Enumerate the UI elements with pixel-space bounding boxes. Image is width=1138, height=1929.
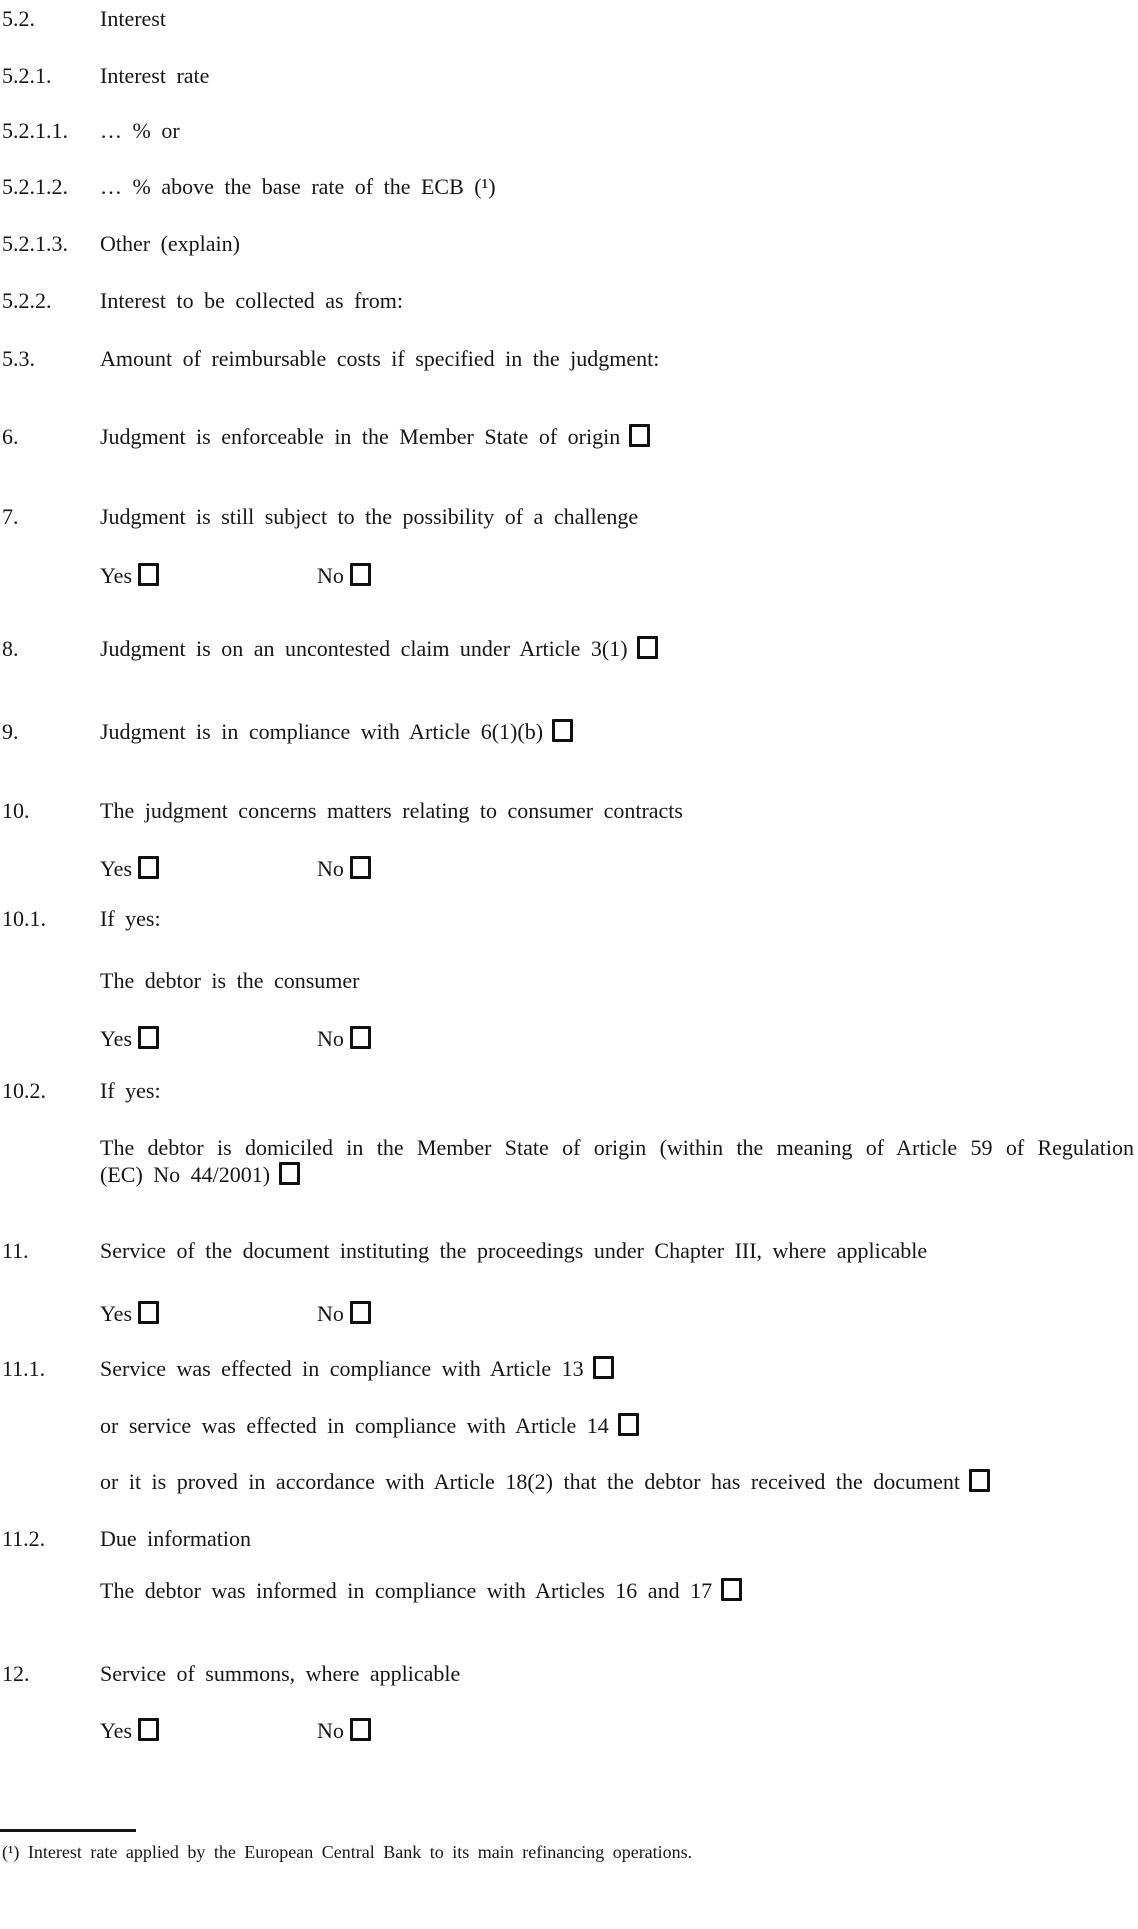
item-10-2-label: If yes: (100, 1078, 161, 1103)
item-11-1 (2, 1355, 1134, 1382)
item-10-no-label: No (317, 856, 344, 881)
item-10 (2, 797, 1134, 824)
item-7-no-label: No (317, 563, 344, 588)
item-9-checkbox[interactable] (552, 719, 573, 742)
item-5-2-2-label: Interest to be collected as from: (100, 288, 403, 313)
item-11-label: Service of the document instituting the proceedings under Chapter III, where applicable (100, 1238, 928, 1263)
item-11-yesno-row (100, 1300, 1134, 1327)
item-10-1-consumer (100, 967, 1134, 994)
item-6-number: 6. (2, 424, 19, 449)
item-5-2-1-2-number: 5.2.1.2. (2, 174, 68, 199)
item-10-2-domiciled (100, 1134, 1134, 1188)
item-11-yes-label: Yes (100, 1301, 133, 1326)
item-10-1-consumer-label: The debtor is the consumer (100, 968, 360, 993)
item-5-2-1-3-label: Other (explain) (100, 231, 240, 256)
item-5-2-2-number: 5.2.2. (2, 288, 52, 313)
item-12-number: 12. (2, 1661, 30, 1686)
item-11-1-number: 11.1. (2, 1356, 46, 1381)
item-11-no-checkbox[interactable] (350, 1301, 371, 1324)
item-5-2-1-3 (2, 230, 1134, 257)
item-5-3 (2, 345, 1134, 372)
item-10-no-group (317, 855, 371, 882)
item-11-1-article14-checkbox[interactable] (618, 1413, 639, 1436)
item-11-no-label: No (317, 1301, 344, 1326)
footnote-divider (0, 1829, 136, 1832)
item-10-no-checkbox[interactable] (350, 856, 371, 879)
item-11-yes-checkbox[interactable] (138, 1301, 159, 1324)
item-10-number: 10. (2, 798, 30, 823)
item-7-yes-checkbox[interactable] (138, 563, 159, 586)
item-12-label: Service of summons, where applicable (100, 1661, 461, 1686)
item-12-no-group (317, 1717, 371, 1744)
item-10-2-domiciled-label: The debtor is domiciled in the Member State of origin (within the meaning of Article 59 of Regulation (EC) No 44/2001) (100, 1135, 1134, 1187)
item-11-2-informed (100, 1577, 1134, 1604)
item-11-no-group (317, 1300, 371, 1327)
item-7-no-checkbox[interactable] (350, 563, 371, 586)
item-5-2-1-2-label: … % above the base rate of the ECB (¹) (100, 174, 496, 199)
item-10-label: The judgment concerns matters relating to consumer contracts (100, 798, 683, 823)
item-6-checkbox[interactable] (629, 424, 650, 447)
item-10-yesno-row (100, 855, 1134, 882)
item-10-1 (2, 905, 1134, 932)
item-12-yes-checkbox[interactable] (138, 1718, 159, 1741)
item-10-1-no-label: No (317, 1026, 344, 1051)
item-10-1-label: If yes: (100, 906, 161, 931)
item-7-number: 7. (2, 504, 19, 529)
item-5-2-2 (2, 287, 1134, 314)
item-5-2-1-1-number: 5.2.1.1. (2, 118, 68, 143)
item-11-1-or-article14-label: or service was effected in compliance with Article 14 (100, 1413, 609, 1438)
item-11 (2, 1237, 1134, 1264)
item-11-1-or-article18-2-label: or it is proved in accordance with Article 18(2) that the debtor has received the document (100, 1469, 960, 1494)
item-7-yes-label: Yes (100, 563, 133, 588)
item-10-1-number: 10.1. (2, 906, 46, 931)
item-11-2-informed-label: The debtor was informed in compliance with Articles 16 and 17 (100, 1578, 713, 1603)
item-11-1-label: Service was effected in compliance with Article 13 (100, 1356, 584, 1381)
item-10-yes-group (100, 855, 159, 882)
item-10-2-checkbox[interactable] (279, 1162, 300, 1185)
item-12-yes-label: Yes (100, 1718, 133, 1743)
item-7-label: Judgment is still subject to the possibility of a challenge (100, 504, 639, 529)
item-10-1-yesno-row (100, 1025, 1134, 1052)
item-11-2-checkbox[interactable] (721, 1578, 742, 1601)
item-7-no-group (317, 562, 371, 589)
item-5-2-1 (2, 62, 1134, 89)
item-10-2 (2, 1077, 1134, 1104)
item-10-1-yes-checkbox[interactable] (138, 1026, 159, 1049)
item-5-2-number: 5.2. (2, 6, 35, 31)
item-9-label: Judgment is in compliance with Article 6(1)(b) (100, 719, 544, 744)
item-9-number: 9. (2, 719, 19, 744)
item-11-1-article13-checkbox[interactable] (593, 1356, 614, 1379)
item-12-yes-group (100, 1717, 159, 1744)
item-5-2 (2, 5, 1134, 32)
item-5-2-1-1-label: … % or (100, 118, 180, 143)
item-7 (2, 503, 1134, 530)
item-6 (2, 423, 1134, 450)
item-11-1-article18-2-checkbox[interactable] (969, 1469, 990, 1492)
item-7-yesno-row (100, 562, 1134, 589)
item-11-1-or-article18-2 (100, 1468, 1134, 1495)
item-12 (2, 1660, 1134, 1687)
item-10-1-yes-label: Yes (100, 1026, 133, 1051)
item-10-1-no-group (317, 1025, 371, 1052)
item-5-2-1-number: 5.2.1. (2, 63, 52, 88)
item-5-2-1-3-number: 5.2.1.3. (2, 231, 68, 256)
item-11-2-label: Due information (100, 1526, 252, 1551)
item-11-number: 11. (2, 1238, 29, 1263)
item-12-no-checkbox[interactable] (350, 1718, 371, 1741)
item-12-no-label: No (317, 1718, 344, 1743)
item-12-yesno-row (100, 1717, 1134, 1744)
item-8-checkbox[interactable] (637, 636, 658, 659)
item-11-2 (2, 1525, 1134, 1552)
item-6-label: Judgment is enforceable in the Member State of origin (100, 424, 621, 449)
item-5-2-label: Interest (100, 6, 166, 31)
item-5-2-1-label: Interest rate (100, 63, 210, 88)
footnote-text: (¹) Interest rate applied by the European Central Bank to its main refinancing operations. (2, 1842, 693, 1862)
item-10-2-number: 10.2. (2, 1078, 46, 1103)
item-8 (2, 635, 1134, 662)
item-10-yes-label: Yes (100, 856, 133, 881)
item-7-yes-group (100, 562, 159, 589)
item-10-1-yes-group (100, 1025, 159, 1052)
item-9 (2, 718, 1134, 745)
item-11-yes-group (100, 1300, 159, 1327)
item-11-2-number: 11.2. (2, 1526, 46, 1551)
item-10-yes-checkbox[interactable] (138, 856, 159, 879)
item-5-3-number: 5.3. (2, 346, 35, 371)
item-8-number: 8. (2, 636, 19, 661)
item-5-2-1-2 (2, 173, 1134, 200)
item-10-1-no-checkbox[interactable] (350, 1026, 371, 1049)
item-5-2-1-1 (2, 117, 1134, 144)
item-11-1-or-article14 (100, 1412, 1134, 1439)
item-5-3-label: Amount of reimbursable costs if specified in the judgment: (100, 346, 660, 371)
item-8-label: Judgment is on an uncontested claim under Article 3(1) (100, 636, 628, 661)
